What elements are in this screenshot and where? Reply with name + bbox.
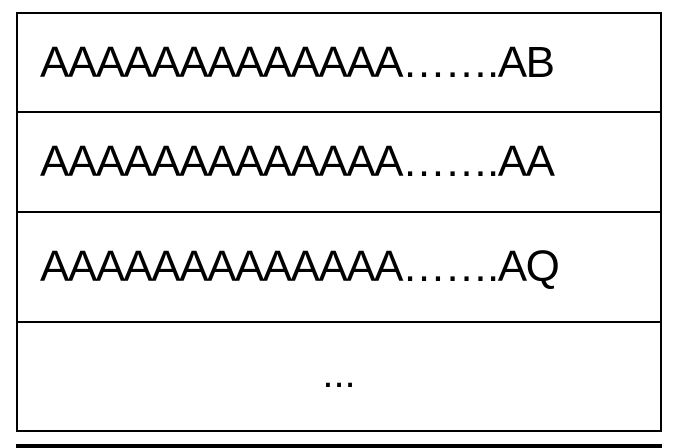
list-row [18,14,660,113]
next-table-edge [16,444,662,448]
string-list-table [16,12,662,432]
row-label: AAAAAAAAAAAAA…….AQ [40,242,559,291]
list-row [18,113,660,213]
list-row [18,213,660,323]
continuation-ellipsis: ... [322,352,356,396]
row-label: AAAAAAAAAAAAA…….AB [40,37,554,87]
row-label: AAAAAAAAAAAAA…….AA [40,137,554,186]
continuation-row [18,323,660,430]
